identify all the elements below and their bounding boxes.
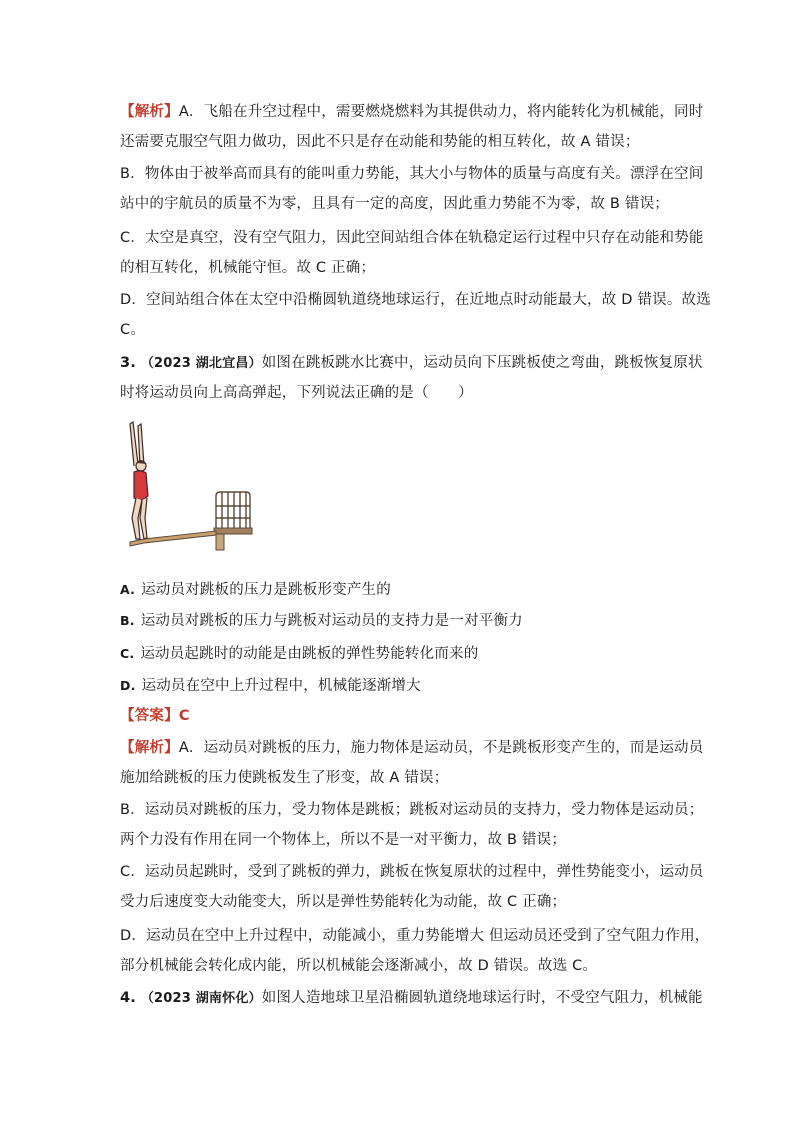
- q3-analysis-line-4: 两个力没有作用在同一个物体上，所以不是一对平衡力，故 B 错误；: [120, 832, 567, 848]
- q2-analysis-line-6: 的相互转化，机械能守恒。故 C 正确；: [120, 260, 376, 276]
- analysis-tag: 【解析】: [120, 740, 179, 756]
- q3-stem-line-1: 3. （2023 湖北宜昌）如图在跳板跳水比赛中，运动员向下压跳板使之弯曲，跳板恢复原状: [120, 355, 703, 371]
- question-source: （2023 湖北宜昌）: [140, 356, 262, 371]
- question-number: 4.: [120, 990, 136, 1006]
- answer-tag: 【答案】: [120, 708, 179, 724]
- platform-base: [214, 528, 252, 534]
- q2-analysis-line-7: D．空间站组合体在太空中沿椭圆轨道绕地球运行，在近地点时动能最大，故 D 错误。故选: [120, 292, 711, 308]
- q3-option-b: B. 运动员对跳板的压力与跳板对运动员的支持力是一对平衡力: [120, 613, 523, 629]
- question-source: （2023 湖南怀化）: [140, 991, 262, 1006]
- platform-leg: [216, 534, 224, 550]
- q3-option-d: D. 运动员在空中上升过程中，机械能逐渐增大: [120, 678, 421, 694]
- answer-value: C: [178, 708, 190, 724]
- q2-analysis-line-4: 站中的宇航员的质量不为零，且具有一定的高度，因此重力势能不为零，故 B 错误；: [120, 196, 669, 212]
- q3-analysis-line-7: D．运动员在空中上升过程中，动能减小，重力势能增大 但运动员还受到了空气阻力作用，: [120, 928, 710, 944]
- q3-analysis-line-1: 【解析】A．运动员对跳板的压力，施力物体是运动员，不是跳板形变产生的，而是运动员: [120, 740, 704, 756]
- analysis-tag: 【解析】: [120, 104, 179, 120]
- q3-analysis-line-5: C．运动员起跳时，受到了跳板的弹力，跳板在恢复原状的过程中，弹性势能变小，运动员: [120, 864, 704, 880]
- q2-analysis-line-1: 【解析】A．飞船在升空过程中，需要燃烧燃料为其提供动力，将内能转化为机械能，同时: [120, 104, 704, 120]
- q3-analysis-line-2: 施加给跳板的压力使跳板发生了形变，故 A 错误；: [120, 770, 449, 786]
- q2-analysis-line-3: B．物体由于被举高而具有的能叫重力势能，其大小与物体的质量与高度有关。漂浮在空间: [120, 166, 704, 182]
- q3-analysis-line-3: B．运动员对跳板的压力，受力物体是跳板；跳板对运动员的支持力，受力物体是运动员；: [120, 802, 704, 818]
- q3-analysis-line-6: 受力后速度变大动能变大，所以是弹性势能转化为动能，故 C 正确；: [120, 894, 567, 910]
- q4-stem-line-1: 4. （2023 湖南怀化）如图人造地球卫星沿椭圆轨道绕地球运行时，不受空气阻力，机械能: [120, 990, 703, 1006]
- platform-tower: [216, 492, 250, 528]
- diver: [130, 422, 148, 539]
- q3-answer: [120, 706, 680, 726]
- question-number: 3.: [120, 355, 136, 371]
- q3-analysis-line-8: 部分机械能会转化成内能，所以机械能会逐渐减小，故 D 错误。故选 C。: [120, 958, 598, 974]
- q3-stem-line-2: 时将运动员向上高高弹起，下列说法正确的是（ ）: [120, 385, 473, 401]
- diver-springboard-figure: [120, 418, 260, 552]
- q2-analysis-line-8: C。: [120, 322, 146, 338]
- q2-analysis-line-2: 还需要克服空气阻力做功，因此不只是存在动能和势能的相互转化，故 A 错误；: [120, 134, 640, 150]
- q2-analysis-line-5: C．太空是真空，没有空气阻力，因此空间站组合体在轨稳定运行过程中只存在动能和势能: [120, 230, 704, 246]
- q3-option-c: C. 运动员起跳时的动能是由跳板的弹性势能转化而来的: [120, 646, 479, 662]
- q3-option-a: A. 运动员对跳板的压力是跳板形变产生的: [120, 582, 391, 598]
